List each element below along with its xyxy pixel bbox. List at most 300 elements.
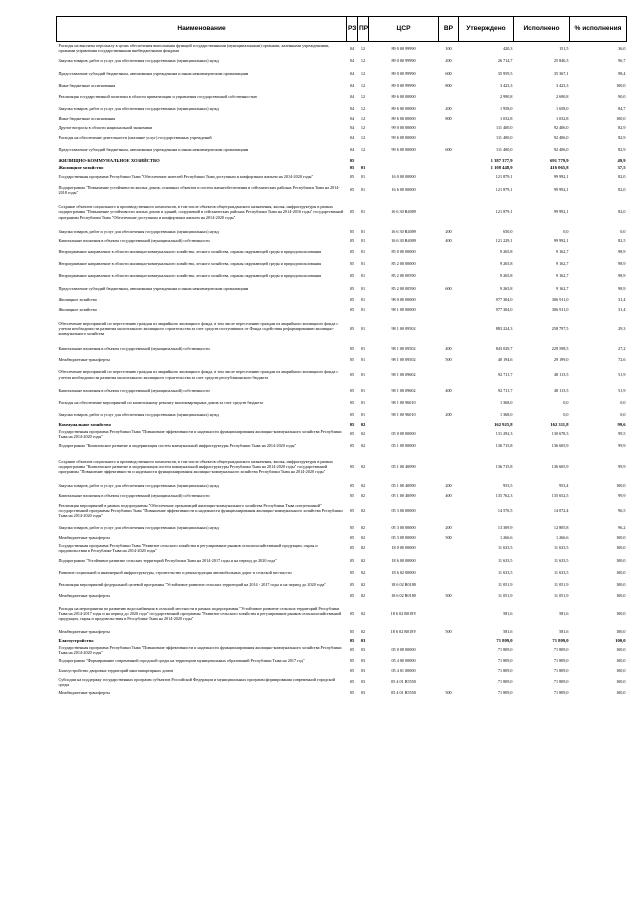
cell-executed: 151,5 — [559, 45, 569, 51]
cell-name: Государственная программа Республики Тыва "Обеспечение жителей Республики Тыва доступным и комфортным жильем на 2014-2020 годы" — [58, 174, 314, 180]
cell-rz: 05 — [349, 273, 355, 279]
cell-percent: 100,0 — [616, 657, 626, 663]
cell-name: Жилищное хозяйство — [58, 296, 97, 302]
cell-vr — [439, 554, 459, 567]
cell-vr — [439, 453, 459, 481]
cell-approved: 953,5 — [503, 483, 513, 489]
cell-pr: 01 — [360, 412, 366, 418]
cell-csr: 18 6 02 R0180 — [391, 582, 416, 588]
cell-percent: 98,9 — [618, 273, 626, 279]
cell-vr: 400 — [445, 492, 452, 498]
table-row — [57, 627, 627, 637]
cell-name: Предоставление субсидий бюджетным, автономным учреждениям и иным некоммерческим организациям — [58, 71, 249, 77]
cell-approved: 9 265,8 — [499, 285, 513, 291]
cell-pr: 12 — [360, 116, 366, 122]
cell-rz: 04 — [349, 106, 355, 112]
cell-pr: 12 — [360, 125, 366, 131]
cell-rz: 05 — [349, 421, 355, 427]
cell-name: Благоустройство дворовых территорий многоквартирных домов — [58, 668, 174, 674]
cell-csr — [369, 165, 439, 172]
budget-table — [56, 16, 627, 697]
cell-rz: 05 — [349, 545, 355, 551]
cell-csr: 18 6 00 00000 — [391, 557, 416, 563]
cell-vr: 600 — [445, 285, 452, 291]
cell-executed: 12 805,8 — [553, 524, 569, 530]
cell-executed: 1 658,0 — [555, 106, 569, 112]
cell-vr — [439, 172, 459, 183]
table-header — [57, 17, 627, 42]
cell-percent: 100,0 — [616, 534, 626, 540]
table-row — [57, 421, 627, 429]
cell-approved: 11 633,5 — [497, 570, 513, 576]
cell-percent: 31,4 — [618, 306, 626, 312]
cell-name: Коммунальное хозяйство — [58, 421, 111, 427]
cell-rz: 05 — [349, 371, 355, 377]
cell-rz: 05 — [349, 464, 355, 470]
cell-percent: 72,6 — [618, 356, 626, 362]
cell-vr — [439, 246, 459, 258]
cell-name: Реализация мероприятий в рамках подпрограммы "Обеспечение организаций жилищно-коммунального хозяйства Республики Тыва спецтехникой" государственной программы Республики Тыва "Повышение эффективности и надежности функционирования жилищно-коммунального хозяйства Республики Тыва на 2014-2020 годы" — [58, 503, 343, 519]
cell-vr — [439, 567, 459, 579]
cell-name: Закупка товаров, работ и услуг для обеспечения государственных (муниципальных) нужд — [58, 412, 219, 418]
cell-approved: 71 809,0 — [497, 647, 513, 653]
cell-approved: 71 809,0 — [496, 638, 513, 644]
cell-rz: 05 — [349, 356, 355, 362]
cell-name: Создание объектов социального и производственного комплексов, в том числе объектов общегражданского назначения, жилья, инфраструктуры в рамках подпрограммы "Комплексное развитие и модернизация систем коммунальной инфраструктуры Республики Тыва на 2014-2020 годы" государственной программы "Повышение эффективности и надежности функционирования жилищно-коммунального хозяйства Республики Тыва на 2014-2020 годы" — [58, 459, 333, 475]
cell-percent: 100,0 — [615, 638, 626, 644]
cell-executed: 1 266,6 — [555, 534, 569, 540]
header-name: Наименование — [57, 17, 347, 42]
cell-percent: 100,0 — [616, 483, 626, 489]
cell-csr: 98 1 00 96010 — [391, 412, 416, 418]
cell-csr: 05 1 00 40090 — [391, 483, 416, 489]
cell-vr: 600 — [445, 147, 452, 153]
cell-percent: 90,0 — [618, 94, 626, 100]
cell-rz: 05 — [349, 187, 355, 193]
cell-approved: 121 879,1 — [495, 174, 513, 180]
cell-approved: 9 265,8 — [499, 248, 513, 254]
cell-approved: 2 990,8 — [499, 94, 513, 100]
cell-pr: 02 — [360, 508, 366, 514]
cell-pr: 02 — [360, 557, 366, 563]
cell-percent: 82,9 — [618, 135, 626, 141]
cell-percent: 100,0 — [616, 82, 626, 88]
cell-csr: 98 1 00 09502 — [391, 325, 416, 331]
cell-name: Реализация мероприятий федеральной целевой программы "Устойчивое развитие сельских территорий на 2014 - 2017 годы и на период до 2020 года" — [58, 582, 327, 588]
cell-percent: 99,9 — [618, 464, 626, 470]
table-row — [57, 198, 627, 227]
cell-vr: 400 — [445, 238, 452, 244]
cell-name: Жилищное хозяйство — [58, 165, 104, 171]
cell-csr: 05 1 00 00000 — [391, 443, 416, 449]
cell-csr: 89 6 00 00000 — [391, 94, 416, 100]
cell-pr: 03 — [360, 657, 366, 663]
cell-percent: 49,9 — [617, 157, 626, 163]
cell-percent: 82,0 — [618, 187, 626, 193]
cell-approved: 11 633,5 — [497, 557, 513, 563]
cell-approved: 1 387 377,9 — [490, 157, 513, 163]
cell-name: Капитальные вложения в объекты государственной (муниципальной) собственности — [58, 345, 210, 351]
cell-executed: 9 162,7 — [555, 260, 569, 266]
cell-executed: 92 406,0 — [553, 147, 569, 153]
cell-executed: 9 162,7 — [555, 285, 569, 291]
table-row — [57, 246, 627, 258]
cell-executed: 0,0 — [563, 412, 569, 418]
cell-percent: 27,2 — [618, 345, 626, 351]
cell-pr: 01 — [360, 248, 366, 254]
cell-approved: 162 925,8 — [494, 421, 513, 427]
cell-executed: 229 598,5 — [551, 345, 569, 351]
cell-name: Закупка товаров, работ и услуг для обеспечения государственных (муниципальных) нужд — [58, 58, 219, 64]
cell-approved: 71 809,0 — [497, 657, 513, 663]
table-row — [57, 666, 627, 676]
cell-percent: 99,9 — [618, 443, 626, 449]
cell-csr: 99 6 00 00000 — [391, 135, 416, 141]
cell-vr: 100 — [445, 45, 452, 51]
cell-csr: 89 6 00 00000 — [391, 106, 416, 112]
cell-vr — [439, 500, 459, 522]
cell-csr: 98 0 00 00000 — [391, 296, 416, 302]
cell-approved: 121 229,1 — [495, 238, 513, 244]
cell-rz: 05 — [349, 492, 355, 498]
cell-rz: 05 — [349, 524, 355, 530]
cell-vr — [439, 157, 459, 165]
cell-name: Подпрограмма "Комплексное развитие и модернизация систем коммунальной инфраструктуры Республики Тыва на 2014-2020 годы" — [58, 443, 297, 449]
cell-executed: 3 423,3 — [555, 82, 569, 88]
cell-csr: 18 6 02 00000 — [391, 570, 416, 576]
cell-name: Расходы на выплаты персоналу в целях обеспечения выполнения функций государственными (муниципальными) органами, казенными учреждениями, органами управления государственными внебюджетными фондами — [58, 43, 330, 54]
cell-pr: 02 — [360, 570, 366, 576]
cell-pr: 02 — [360, 610, 366, 616]
cell-rz: 05 — [349, 689, 355, 695]
cell-pr: 01 — [360, 371, 366, 377]
cell-csr: 16 6 00 00000 — [391, 187, 416, 193]
cell-percent: 84,7 — [618, 106, 626, 112]
cell-percent: 100,0 — [616, 610, 626, 616]
cell-executed: 130 678,3 — [551, 431, 569, 437]
cell-approved: 883 224,3 — [495, 325, 513, 331]
cell-percent: 96,7 — [618, 58, 626, 64]
cell-vr: 500 — [445, 629, 452, 635]
cell-pr: 01 — [360, 356, 366, 362]
cell-rz: 05 — [349, 534, 355, 540]
cell-percent: 51,9 — [618, 371, 626, 377]
cell-percent: 100,0 — [616, 668, 626, 674]
cell-rz: 05 — [349, 570, 355, 576]
cell-approved: 1 368,0 — [499, 412, 513, 418]
cell-rz: 05 — [349, 592, 355, 598]
cell-approved: 71 809,0 — [497, 679, 513, 685]
cell-approved: 650,0 — [503, 228, 513, 234]
table-row — [57, 410, 627, 421]
cell-rz: 04 — [349, 71, 355, 77]
cell-percent: 100,0 — [616, 570, 626, 576]
cell-pr: 02 — [360, 421, 366, 427]
cell-percent: 31,4 — [618, 296, 626, 302]
cell-name: Капитальные вложения в объекты государственной (муниципальной) собственности — [58, 238, 210, 244]
cell-executed: 99 992,1 — [553, 209, 569, 215]
cell-name: Создание объектов социального и производственного комплексов, в том числе объектов общегражданского назначения, жилья, инфраструктуры в рамках подпрограммы "Повышение устойчивости жилых домов и зданий, сооружений в сейсмических районах Республики Тыва на 2014-2016 годы" государственной программы Республики Тыва "Обеспечение доступным и комфортным жильем на 2014-2020 годы" — [58, 204, 344, 220]
cell-rz: 05 — [349, 647, 355, 653]
cell-vr: 500 — [445, 689, 452, 695]
cell-approved: 111 400,0 — [496, 135, 513, 141]
cell-rz: 05 — [349, 387, 355, 393]
cell-rz: 05 — [349, 296, 355, 302]
cell-percent: 100,0 — [616, 679, 626, 685]
cell-vr — [439, 165, 459, 172]
cell-approved: 11 633,5 — [497, 545, 513, 551]
cell-percent: 82,0 — [618, 174, 626, 180]
cell-pr: 01 — [360, 273, 366, 279]
cell-vr: 500 — [445, 356, 452, 362]
cell-vr: 200 — [445, 58, 452, 64]
cell-csr — [369, 421, 439, 429]
cell-percent: 100,0 — [616, 647, 626, 653]
table-row — [57, 270, 627, 283]
cell-name: Капитальные вложения в объекты государственной (муниципальной) собственности — [58, 387, 210, 393]
cell-csr: 18 0 00 00000 — [391, 545, 416, 551]
cell-executed: 135 652,5 — [551, 492, 569, 498]
cell-approved: 121 879,1 — [495, 187, 513, 193]
cell-percent: 98,4 — [618, 71, 626, 77]
cell-pr: 02 — [360, 483, 366, 489]
cell-pr: 01 — [360, 209, 366, 215]
cell-rz: 05 — [349, 165, 355, 171]
table-row — [57, 453, 627, 481]
cell-pr: 02 — [360, 492, 366, 498]
cell-name: Государственная программа Республики Тыва "Повышение эффективности и надежности функционирования жилищно-коммунального хозяйства Республики Тыва на 2014-2020 годы" — [58, 644, 342, 655]
cell-rz: 05 — [349, 582, 355, 588]
header-csr: ЦСР — [369, 17, 439, 42]
cell-approved: 26 714,7 — [497, 58, 513, 64]
cell-pr: 01 — [360, 285, 366, 291]
cell-pr: 01 — [360, 260, 366, 266]
table-row — [57, 305, 627, 315]
cell-rz: 04 — [349, 125, 355, 131]
table-row — [57, 283, 627, 295]
cell-name: Закупка товаров, работ и услуг для обеспечения государственных (муниципальных) нужд — [58, 483, 219, 489]
table-row — [57, 315, 627, 343]
cell-vr — [439, 666, 459, 676]
cell-rz: 04 — [349, 94, 355, 100]
cell-name: Подпрограмма "Повышение устойчивости жилых домов, основных объектов и систем жизнеобеспечения в сейсмических районах Республики Тыва на 2014-2018 годы" — [58, 184, 340, 195]
table-body — [57, 42, 627, 697]
header-approved: Утверждено — [459, 17, 514, 42]
cell-vr: 200 — [445, 106, 452, 112]
cell-rz: 05 — [349, 668, 355, 674]
table-row — [57, 165, 627, 172]
header-percent: % исполнения — [570, 17, 627, 42]
cell-pr: 01 — [360, 165, 366, 171]
table-row — [57, 104, 627, 115]
cell-percent: 0,0 — [620, 400, 626, 406]
cell-csr: 05 4 01 00000 — [391, 668, 416, 674]
cell-name: Межбюджетные трансферты — [58, 356, 110, 362]
cell-vr — [439, 295, 459, 305]
cell-approved: 1 108 448,9 — [490, 165, 513, 171]
table-row — [57, 591, 627, 600]
cell-executed: 953,4 — [559, 483, 569, 489]
cell-executed: 99 992,1 — [553, 187, 569, 193]
cell-pr: 01 — [360, 296, 366, 302]
cell-vr — [439, 637, 459, 645]
cell-csr: 05 3 00 00000 — [391, 524, 416, 530]
cell-executed: 71 809,0 — [552, 638, 569, 644]
cell-rz: 05 — [349, 610, 355, 616]
cell-pr: 01 — [360, 325, 366, 331]
cell-name: ЖИЛИЩНО-КОММУНАЛЬНОЕ ХОЗЯЙСТВО — [58, 157, 160, 163]
table-row — [57, 676, 627, 688]
table-row — [57, 365, 627, 385]
cell-rz: 05 — [349, 483, 355, 489]
table-row — [57, 237, 627, 246]
cell-name: Жилищное хозяйство — [58, 306, 97, 312]
cell-executed: 258 797,5 — [551, 325, 569, 331]
cell-approved: 420,3 — [503, 45, 513, 51]
cell-approved: 35 959,5 — [497, 71, 513, 77]
cell-csr: 05 1 00 40090 — [391, 492, 416, 498]
cell-percent: 99,5 — [618, 431, 626, 437]
cell-vr — [439, 365, 459, 385]
cell-name: Расходы на мероприятия по развитию водоснабжения в сельской местности в рамках подпрограммы "Устойчивое развитие сельских территорий Республики Тыва на 2014-2017 годы и на период до 2020 года" государственной программы "Развитие сельского хозяйства и регулирование рынков сельскохозяйственной продукции, сырья и продовольствия в Республике Тыва на 2014-2020 годы" — [58, 605, 342, 621]
cell-approved: 131 292,3 — [495, 431, 513, 437]
cell-csr: 18 6 02 R0180 — [391, 592, 416, 598]
cell-rz: 05 — [349, 657, 355, 663]
cell-vr: 200 — [445, 228, 452, 234]
cell-pr: 02 — [360, 443, 366, 449]
cell-csr: 98 1 00 09602 — [391, 371, 416, 377]
cell-rz: 05 — [349, 325, 355, 331]
table-row — [57, 655, 627, 666]
cell-name: Предоставление субсидий бюджетным, автономным учреждениям и иным некоммерческим организациям — [58, 147, 249, 153]
cell-name: Межбюджетные трансферты — [58, 534, 110, 540]
table-row — [57, 258, 627, 270]
cell-name: Межбюджетные трансферты — [58, 592, 110, 598]
cell-executed: 11 633,5 — [553, 570, 569, 576]
cell-executed: 71 809,0 — [553, 668, 569, 674]
table-row — [57, 481, 627, 491]
cell-executed: 0,0 — [563, 228, 569, 234]
cell-approved: 11 051,9 — [497, 582, 513, 588]
cell-vr: 400 — [445, 387, 452, 393]
cell-name: Благоустройство — [58, 638, 94, 644]
cell-vr: 500 — [445, 534, 452, 540]
cell-pr: 12 — [360, 106, 366, 112]
cell-csr: 89 6 00 00000 — [391, 116, 416, 122]
cell-pr: 03 — [360, 689, 366, 695]
cell-percent: 82,5 — [618, 238, 626, 244]
cell-vr: 500 — [445, 592, 452, 598]
cell-name: Расходы на обеспечение мероприятий по капитальному ремонту многоквартирных домов за счет средств бюджета — [58, 400, 263, 406]
cell-vr — [439, 124, 459, 133]
cell-percent: 0,0 — [620, 228, 626, 234]
cell-percent: 100,0 — [616, 557, 626, 563]
cell-executed: 14 072,4 — [553, 508, 569, 514]
cell-csr: 05 0 00 00000 — [391, 647, 416, 653]
cell-percent: 96,5 — [618, 508, 626, 514]
cell-pr: 01 — [360, 345, 366, 351]
cell-approved: 1 032,8 — [499, 116, 513, 122]
cell-name: Закупка товаров, работ и услуг для обеспечения государственных (муниципальных) нужд — [58, 524, 219, 530]
cell-executed: 35 367,1 — [553, 71, 569, 77]
cell-vr — [439, 258, 459, 270]
cell-name: Предоставление субсидий бюджетным, автономным учреждениям и иным некоммерческим организациям — [58, 285, 249, 291]
header-pr: ПР — [358, 17, 369, 42]
cell-approved: 977 304,0 — [495, 306, 513, 312]
cell-rz: 04 — [349, 82, 355, 88]
cell-name: Непрограммное направление в области жилищно-коммунального хозяйства, лесного хозяйства, охраны окружающей среды и природопользования — [58, 248, 322, 254]
cell-name: Субсидии на поддержку государственных программ субъектов Российской Федерации и муниципальных программ формирования современной городской среды — [58, 676, 335, 687]
cell-pr: 02 — [360, 534, 366, 540]
cell-executed: 71 809,0 — [553, 657, 569, 663]
cell-pr: 01 — [360, 228, 366, 234]
cell-csr: 05 4 00 00000 — [391, 657, 416, 663]
budget-page — [56, 16, 626, 697]
cell-pr: 03 — [360, 638, 366, 644]
cell-csr: 18 6 02 R018V — [390, 610, 417, 616]
table-row — [57, 637, 627, 645]
cell-vr: 600 — [445, 71, 452, 77]
cell-approved: 11 051,9 — [497, 592, 513, 598]
cell-executed: 581,6 — [559, 629, 569, 635]
cell-executed: 306 911,0 — [551, 306, 569, 312]
cell-name: Государственная программа Республики Тыва "Повышение эффективности и надежности функционирования жилищно-коммунального хозяйства Республики Тыва на 2014-2020 годы" — [58, 428, 342, 439]
cell-pr: 03 — [360, 668, 366, 674]
table-row — [57, 533, 627, 542]
cell-percent: 82,9 — [618, 125, 626, 131]
cell-approved: 111 400,0 — [496, 147, 513, 153]
cell-vr — [439, 600, 459, 627]
cell-pr: 02 — [360, 524, 366, 530]
cell-percent: 51,9 — [618, 387, 626, 393]
cell-csr: 05 0 00 00000 — [391, 431, 416, 437]
cell-pr: 01 — [360, 400, 366, 406]
cell-executed: 0,0 — [563, 400, 569, 406]
cell-executed: 691 779,9 — [550, 157, 569, 163]
cell-name: Закупка товаров, работ и услуг для обеспечения государственных (муниципальных) нужд — [58, 228, 219, 234]
cell-pr: 02 — [360, 431, 366, 437]
cell-vr — [439, 397, 459, 410]
cell-vr: 400 — [445, 345, 452, 351]
cell-percent: 100,0 — [616, 592, 626, 598]
cell-percent: 96,2 — [618, 524, 626, 530]
cell-rz: 05 — [349, 228, 355, 234]
cell-percent: 98,9 — [618, 285, 626, 291]
cell-vr — [439, 676, 459, 688]
cell-name: Закупка товаров, работ и услуг для обеспечения государственных (муниципальных) нужд — [58, 106, 219, 112]
cell-csr: 98 1 00 09502 — [391, 345, 416, 351]
cell-rz: 05 — [349, 629, 355, 635]
table-row — [57, 295, 627, 305]
table-row — [57, 227, 627, 237]
cell-vr — [439, 655, 459, 666]
cell-percent: 37,5 — [617, 165, 626, 171]
table-row — [57, 429, 627, 439]
cell-csr: 16 0 00 00000 — [391, 174, 416, 180]
table-row — [57, 645, 627, 655]
cell-vr — [439, 270, 459, 283]
cell-pr: 12 — [360, 94, 366, 100]
cell-rz: 05 — [349, 412, 355, 418]
table-row — [57, 172, 627, 183]
table-row — [57, 567, 627, 579]
cell-executed: 11 633,5 — [553, 557, 569, 563]
cell-csr — [369, 637, 439, 645]
cell-approved: 71 809,0 — [497, 689, 513, 695]
cell-executed: 2 690,8 — [555, 94, 569, 100]
cell-csr: 99 0 00 00000 — [391, 125, 416, 131]
cell-executed: 11 051,9 — [553, 582, 569, 588]
